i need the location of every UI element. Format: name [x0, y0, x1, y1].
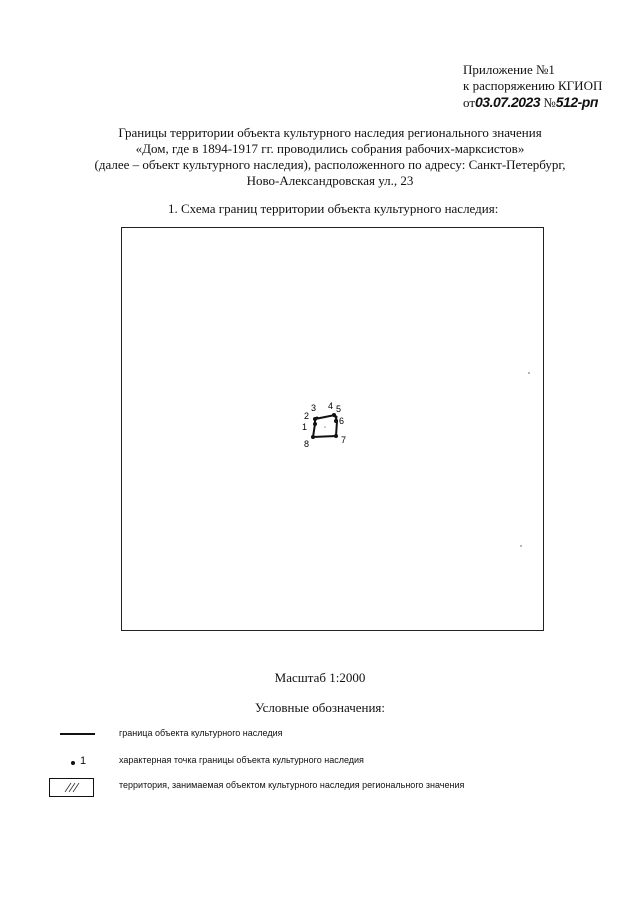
number-prefix: №	[543, 95, 556, 110]
appendix-title: Приложение №1	[463, 62, 555, 77]
legend-item-point	[0, 755, 640, 777]
legend-title: Условные обозначения:	[254, 700, 386, 715]
section-heading: 1. Схема границ территории объекта культурного наследия:	[168, 201, 499, 216]
map-speck	[324, 426, 325, 427]
boundary-scheme-frame	[121, 227, 544, 631]
legend-item-hatch	[0, 778, 640, 800]
appendix-date-line	[463, 94, 602, 111]
title-line-1: Границы территории объекта культурного наследия регионального значения	[118, 125, 542, 140]
boundary-scheme	[122, 228, 545, 632]
hatch-area-symbol	[49, 778, 95, 798]
point-label-2: 2	[304, 411, 310, 421]
point-label-3: 3	[311, 403, 317, 413]
boundary-line-symbol	[60, 728, 100, 740]
boundary-point-symbol	[68, 757, 80, 769]
boundary-point-7	[334, 434, 346, 445]
map-speck	[520, 545, 521, 546]
map-speck	[528, 372, 529, 373]
order-date: 03.07.2023	[475, 94, 541, 110]
legend-text-point: характерная точка границы объекта культурного наследия	[119, 755, 364, 765]
point-label-7: 7	[341, 435, 347, 445]
legend-item-line	[0, 728, 640, 750]
title-line-4: Ново-Александровская ул., 23	[246, 173, 414, 188]
scale-label: Масштаб 1:2000	[274, 670, 366, 685]
document-title	[60, 125, 600, 189]
title-line-3: (далее – объект культурного наследия), расположенного по адресу: Санкт-Петербург,	[94, 157, 566, 172]
appendix-header	[463, 62, 602, 111]
legend-text-hatch: территория, занимаемая объектом культурного наследия регионального значения	[119, 780, 465, 790]
title-line-2: «Дом, где в 1894-1917 гг. проводились собрания рабочих-марксистов»	[135, 141, 525, 156]
point-label-1: 1	[302, 422, 308, 432]
legend-text-line: граница объекта культурного наследия	[119, 728, 283, 738]
point-label-5: 5	[336, 404, 342, 414]
point-label-6: 6	[339, 416, 345, 426]
order-number: 512-рп	[555, 94, 598, 110]
appendix-order: к распоряжению КГИОП	[463, 78, 603, 93]
boundary-point-8	[304, 435, 315, 449]
point-label-8: 8	[304, 439, 310, 449]
point-label-4: 4	[328, 401, 334, 411]
date-prefix: от	[463, 95, 476, 110]
legend-point-label: 1	[80, 755, 87, 767]
